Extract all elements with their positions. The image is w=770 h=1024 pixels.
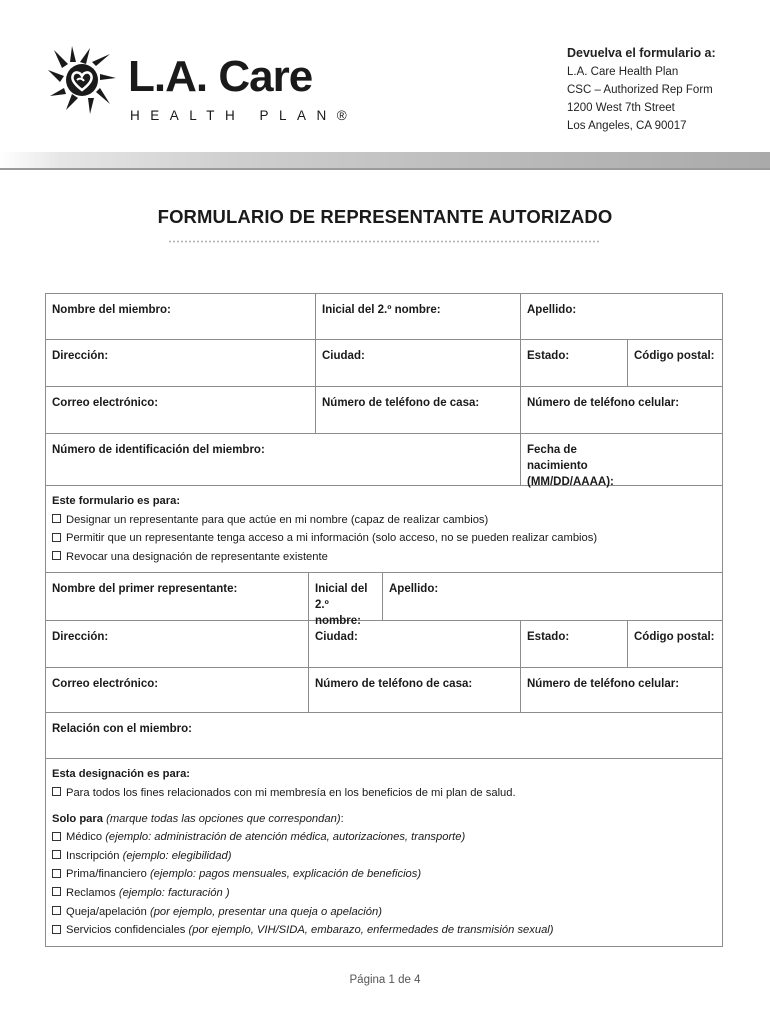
header-band-rule <box>0 168 770 170</box>
authorized-rep-form <box>45 293 723 947</box>
rep-email-field[interactable]: Correo electrónico: <box>52 678 159 691</box>
sun-heart-icon <box>46 44 118 116</box>
purpose-option-designate[interactable]: Designar un representante para que actúe en mi nombre (capaz de realizar cambios) <box>52 511 716 530</box>
checkbox-icon[interactable] <box>52 925 61 934</box>
return-line-3: 1200 West 7th Street <box>567 102 675 114</box>
member-state-field[interactable]: Estado: <box>520 340 627 386</box>
rep-state-field[interactable]: Estado: <box>520 621 627 667</box>
member-id-field[interactable]: Número de identificación del miembro: <box>52 444 265 456</box>
designation-option-grievance[interactable]: Queja/apelación (por ejemplo, presentar una queja o apelación) <box>52 903 716 922</box>
designation-option-premium[interactable]: Prima/financiero (ejemplo: pagos mensuales, explicación de beneficios) <box>52 865 716 884</box>
rep-address-row <box>46 621 722 668</box>
member-middle-initial-field[interactable]: Inicial del 2.º nombre: <box>315 294 520 339</box>
checkbox-icon[interactable] <box>52 787 61 796</box>
designation-section <box>46 759 722 945</box>
checkbox-icon[interactable] <box>52 869 61 878</box>
only-for-heading: Solo para (marque todas las opciones que correspondan): <box>52 812 344 825</box>
page-number: Página 1 de 4 <box>349 974 421 986</box>
page-header <box>0 0 770 160</box>
rep-relationship-field[interactable]: Relación con el miembro: <box>52 723 192 736</box>
member-city-field[interactable]: Ciudad: <box>315 340 520 386</box>
designation-option-all[interactable]: Para todos los fines relacionados con mi membresía en los beneficios de mi plan de salud. <box>52 784 716 803</box>
rep-name-field[interactable]: Nombre del primer representante: <box>52 583 238 596</box>
member-name-field[interactable]: Nombre del miembro: <box>52 304 171 316</box>
checkbox-icon[interactable] <box>52 514 61 523</box>
purpose-option-revoke[interactable]: Revocar una designación de representante existente <box>52 548 716 567</box>
logo-name: L.A. Care <box>128 52 313 101</box>
designation-option-enrollment[interactable]: Inscripción (ejemplo: elegibilidad) <box>52 847 716 866</box>
rep-relationship-row <box>46 713 722 759</box>
member-address-field[interactable]: Dirección: <box>52 350 109 362</box>
member-last-name-field[interactable]: Apellido: <box>520 294 722 339</box>
rep-last-name-field[interactable]: Apellido: <box>382 573 722 620</box>
rep-name-row <box>46 573 722 628</box>
rep-city-field[interactable]: Ciudad: <box>308 621 520 667</box>
designation-heading: Esta designación es para: <box>52 768 191 781</box>
rep-address-field[interactable]: Dirección: <box>52 631 109 644</box>
return-line-2: CSC – Authorized Rep Form <box>567 84 713 96</box>
member-name-row <box>46 294 722 340</box>
member-id-row <box>46 434 722 486</box>
member-address-row <box>46 340 722 387</box>
checkbox-icon[interactable] <box>52 832 61 841</box>
checkbox-icon[interactable] <box>52 533 61 542</box>
rep-cell-phone-field[interactable]: Número de teléfono celular: <box>520 668 722 712</box>
rep-contact-row <box>46 668 722 713</box>
rep-zip-field[interactable]: Código postal: <box>627 621 722 667</box>
checkbox-icon[interactable] <box>52 850 61 859</box>
checkbox-icon[interactable] <box>52 887 61 896</box>
member-home-phone-field[interactable]: Número de teléfono de casa: <box>315 387 520 433</box>
return-line-4: Los Angeles, CA 90017 <box>567 120 687 132</box>
return-line-1: L.A. Care Health Plan <box>567 66 679 78</box>
page-title: FORMULARIO DE REPRESENTANTE AUTORIZADO <box>157 206 613 227</box>
member-zip-field[interactable]: Código postal: <box>627 340 722 386</box>
return-address <box>567 44 767 135</box>
designation-option-confidential[interactable]: Servicios confidenciales (por ejemplo, VIH/SIDA, embarazo, enfermedades de transmisión sexual) <box>52 921 716 940</box>
purpose-section <box>46 486 722 573</box>
logo-subtitle: HEALTH PLAN® <box>130 108 358 123</box>
member-email-field[interactable]: Correo electrónico: <box>52 397 159 409</box>
rep-home-phone-field[interactable]: Número de teléfono de casa: <box>308 668 520 712</box>
purpose-heading: Este formulario es para: <box>52 495 181 507</box>
title-dotted-rule <box>168 240 600 243</box>
return-title: Devuelva el formulario a: <box>567 46 716 60</box>
checkbox-icon[interactable] <box>52 906 61 915</box>
purpose-option-access[interactable]: Permitir que un representante tenga acceso a mi información (solo acceso, no se pueden realizar cambios) <box>52 529 716 548</box>
designation-option-medical[interactable]: Médico (ejemplo: administración de atención médica, autorizaciones, transporte) <box>52 828 716 847</box>
member-cell-phone-field[interactable]: Número de teléfono celular: <box>520 387 722 433</box>
designation-option-claims[interactable]: Reclamos (ejemplo: facturación ) <box>52 884 716 903</box>
rep-middle-initial-field[interactable]: Inicial del 2.º nombre: <box>308 573 382 620</box>
la-care-logo <box>46 44 358 134</box>
member-dob-field[interactable]: Fecha de nacimiento (MM/DD/AAAA): <box>520 434 646 485</box>
member-contact-row <box>46 387 722 434</box>
checkbox-icon[interactable] <box>52 551 61 560</box>
